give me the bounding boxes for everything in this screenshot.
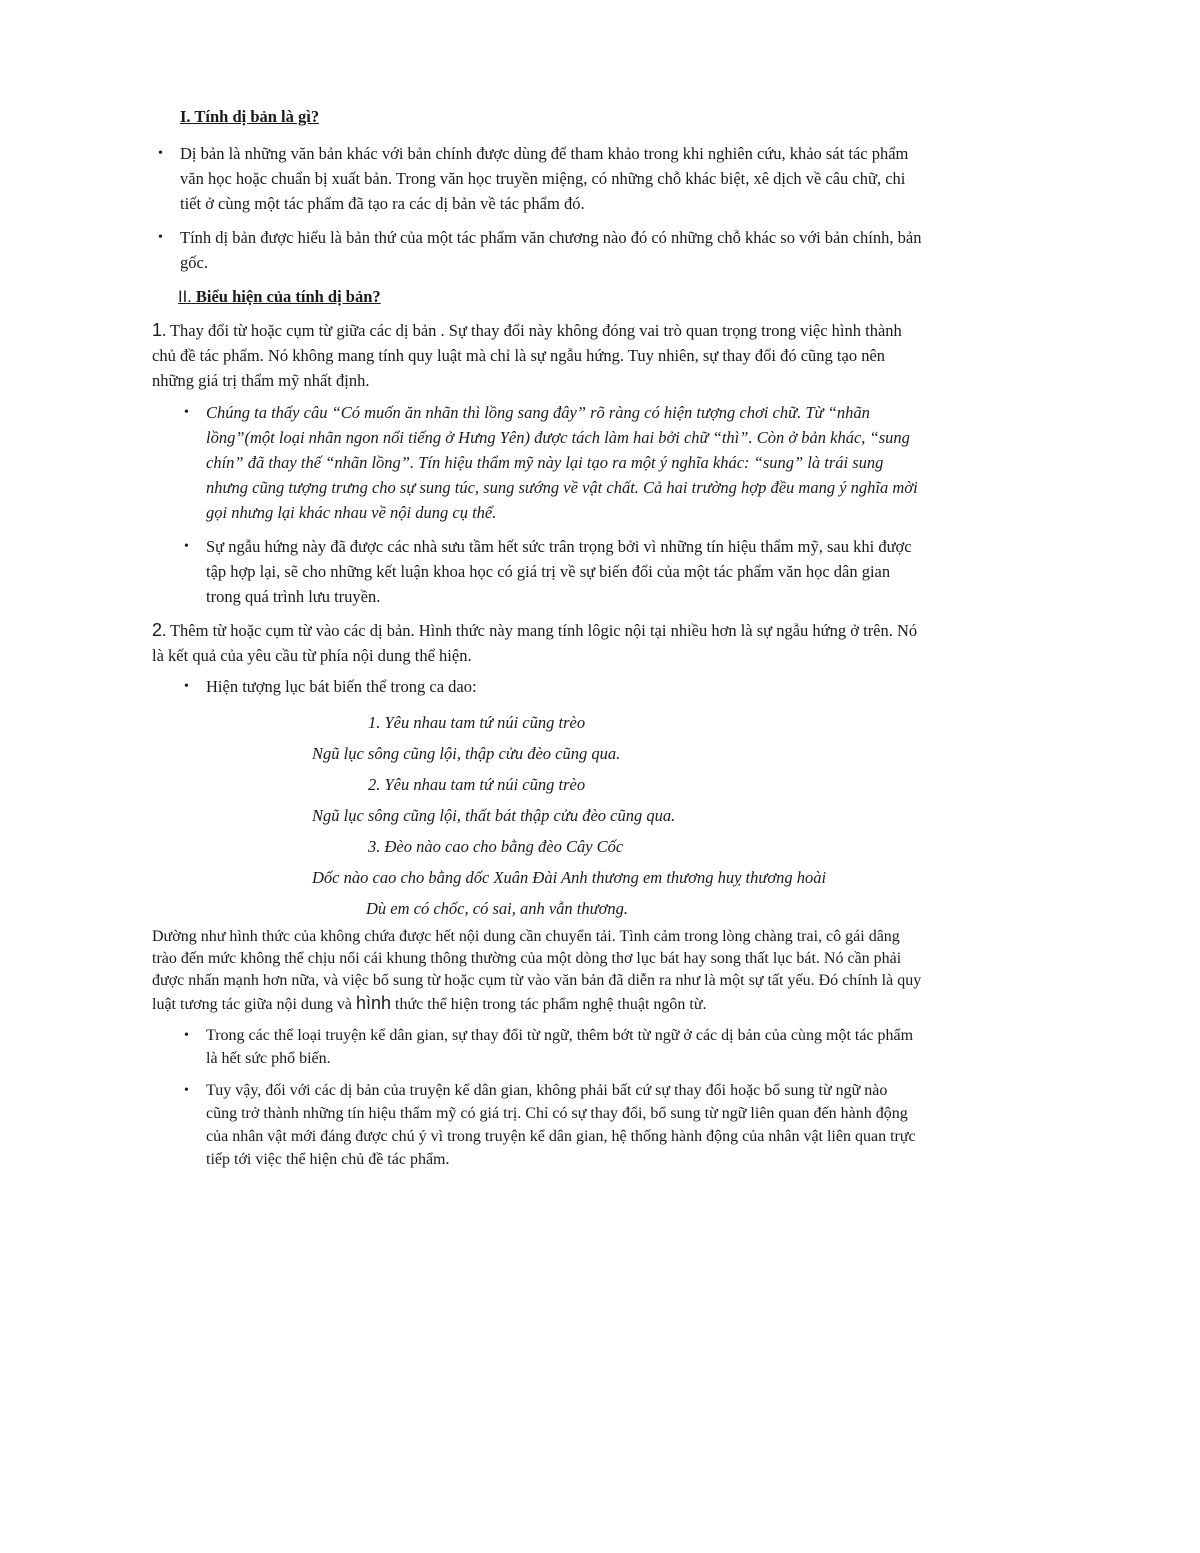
- list-item-text: Dị bản là những văn bản khác với bản chính được dùng để tham khảo trong khi nghiên cứu, khảo sát tác phẩm văn học hoặc chuẩn bị xuất bản. Trong văn học truyền miệng, có những chỗ khác biệt, xê dịch về câu chữ, chi tiết ở cùng một tác phẩm đã tạo ra các dị bản về tác phẩm đó.: [180, 144, 909, 213]
- bullet-icon: •: [158, 230, 163, 245]
- list-item: [158, 141, 922, 216]
- list-item: [158, 225, 922, 275]
- point-1-paragraph: [152, 318, 922, 393]
- list-item-text: Trong các thể loại truyện kể dân gian, sự thay đổi từ ngữ, thêm bớt từ ngữ ở các dị bản của cùng một tác phẩm là hết sức phổ biến.: [206, 1027, 914, 1067]
- list-item-text: Hiện tượng lục bát biến thể trong ca dao:: [206, 677, 477, 696]
- bullet-icon: •: [184, 1083, 189, 1098]
- section-2-title: Biểu hiện của tính dị bản?: [195, 287, 381, 306]
- poem-line: Dốc nào cao cho bằng dốc Xuân Đài Anh thương em thương huỵ thương hoài: [312, 868, 827, 887]
- poem-line: 2. Yêu nhau tam tứ núi cũng trèo: [368, 775, 586, 794]
- list-item-text: Tính dị bản được hiểu là bản thứ của một tác phẩm văn chương nào đó có những chỗ khác so với bản chính, bản gốc.: [180, 228, 922, 272]
- poem-line: 1. Yêu nhau tam tứ núi cũng trèo: [368, 713, 586, 732]
- folk-poem: [152, 707, 922, 924]
- point-1-number: 1: [152, 320, 163, 340]
- point-1-text: . Thay đổi từ hoặc cụm từ giữa các dị bản . Sự thay đổi này không đóng vai trò quan trọng trong việc hình thành chủ đề tác phẩm. Nó không mang tính quy luật mà chỉ là sự ngẫu hứng. Tuy nhiên, sự thay đổi đó cũng tạo nên những giá trị thẩm mỹ nhất định.: [152, 321, 902, 390]
- prose-paragraph: [152, 926, 922, 1016]
- list-item: [184, 400, 922, 525]
- bullet-icon: •: [184, 405, 189, 420]
- point-2-paragraph: [152, 618, 922, 668]
- poem-line: 3. Đèo nào cao cho bằng đèo Cây Cốc: [368, 837, 624, 856]
- section-2-roman-numeral: II.: [178, 288, 192, 306]
- point-2-text: . Thêm từ hoặc cụm từ vào các dị bản. Hình thức này mang tính lôgic nội tại nhiều hơn là sự ngẫu hứng ở trên. Nó là kết quả của yêu cầu từ phía nội dung thể hiện.: [152, 621, 918, 665]
- bullet-icon: •: [184, 539, 189, 554]
- poem-line: Ngũ lục sông cũng lội, thập cửu đèo cũng qua.: [312, 744, 621, 763]
- list-item: [184, 1079, 922, 1171]
- poem-line: Dù em có chốc, có sai, anh vẫn thương.: [366, 899, 629, 918]
- bullet-icon: •: [184, 1028, 189, 1043]
- list-item-text: Chúng ta thấy câu “Có muốn ăn nhãn thì lồng sang đây” rõ ràng có hiện tượng chơi chữ. Từ “nhãn lồng”(một loại nhãn ngon nổi tiếng ở Hưng Yên) được tách làm hai bởi chữ “thì”. Còn ở bản khác, “sung chín” đã thay thế “nhãn lồng”. Tín hiệu thẩm mỹ này lại tạo ra một ý nghĩa khác: “sung” là trái sung nhưng cũng tượng trưng cho sự sung túc, sung sướng về vật chất. Cả hai trường hợp đều mang ý nghĩa mời gọi nhưng lại khác nhau về nội dung cụ thể.: [206, 403, 918, 522]
- prose-end-text: thức thể hiện trong tác phẩm nghệ thuật ngôn từ.: [391, 996, 707, 1013]
- point-2-number: 2: [152, 620, 163, 640]
- point-1-list: [184, 400, 922, 609]
- document-page: [152, 104, 922, 1180]
- prose-emphasis-word: hình: [355, 993, 392, 1013]
- list-item: [184, 534, 922, 609]
- section-1-heading: I. Tính dị bản là gì?: [180, 107, 320, 126]
- section-1-list: [158, 141, 922, 275]
- list-item-text: Tuy vậy, đối với các dị bản của truyện kể dân gian, không phải bất cứ sự thay đổi hoặc bổ sung từ ngữ nào cũng trở thành những tín hiệu thẩm mỹ có giá trị. Chỉ có sự thay đổi, bổ sung từ ngữ liên quan đến hành động của nhân vật mới đáng được chú ý vì trong truyện kể dân gian, hệ thống hành động của nhân vật liên quan trực tiếp tới việc thể hiện chủ đề tác phẩm.: [206, 1082, 916, 1168]
- list-item: [184, 674, 922, 699]
- bullet-icon: •: [158, 146, 163, 161]
- point-2-list: [184, 674, 922, 699]
- list-item: [184, 1024, 922, 1070]
- poem-line: Ngũ lục sông cũng lội, thất bát thập cửu đèo cũng qua.: [312, 806, 676, 825]
- bullet-icon: •: [184, 679, 189, 694]
- list-item-text: Sự ngẫu hứng này đã được các nhà sưu tầm hết sức trân trọng bởi vì những tín hiệu thẩm mỹ, sau khi được tập hợp lại, sẽ cho những kết luận khoa học có giá trị về sự biến đổi của một tác phẩm văn học dân gian trong quá trình lưu truyền.: [206, 537, 912, 606]
- final-list: [184, 1024, 922, 1171]
- prose-main-text: Dường như hình thức của không chứa được hết nội dung cần chuyển tải. Tình cảm trong lòng chàng trai, cô gái dâng trào đến mức không thể chịu nổi cái khung thông thường của một dòng thơ lục bát hay song thất lục bát. Nó cần phải được nhấn mạnh hơn nữa, và việc bổ sung từ hoặc cụm từ vào văn bản đã diễn ra như là một sự tất yếu. Đó chính là quy luật tương tác giữa nội dung và: [152, 928, 922, 1013]
- section-2-heading: [178, 284, 922, 310]
